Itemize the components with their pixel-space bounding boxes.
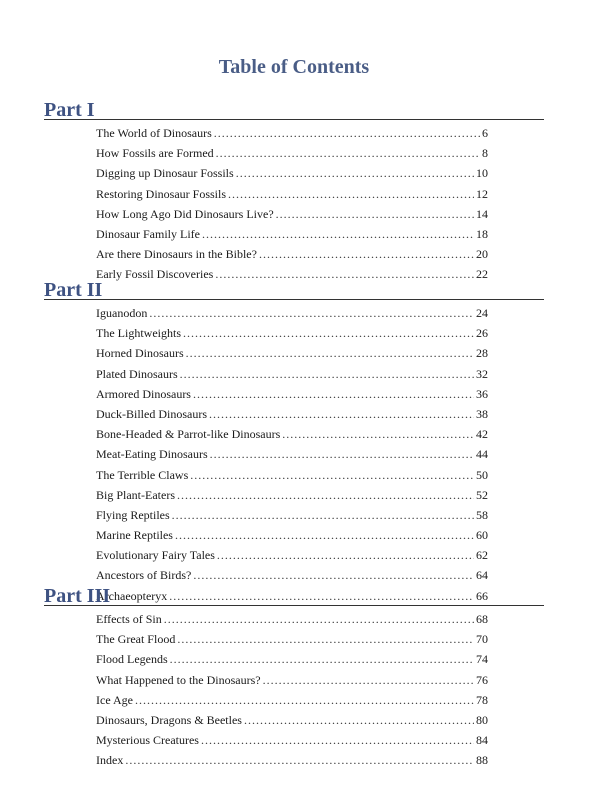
toc-entry (96, 629, 488, 649)
dot-leader (214, 123, 480, 143)
toc-entry (96, 303, 488, 323)
toc-entry (96, 690, 488, 710)
toc-entry (96, 750, 488, 770)
part-heading: Part I (44, 99, 95, 121)
entry-title: Dinosaur Family Life (96, 226, 200, 241)
entry-page-number: 50 (476, 467, 488, 482)
entry-page-number: 26 (476, 326, 488, 341)
entry-title: Iguanodon (96, 306, 148, 320)
entry-page-number: 62 (476, 548, 488, 563)
toc-entry (96, 444, 488, 464)
dot-leader (244, 710, 474, 730)
entry-title: Effects of Sin (96, 612, 162, 626)
entry-page-number: 84 (476, 733, 488, 748)
dot-leader (282, 424, 474, 444)
toc-entry (96, 343, 488, 363)
dot-leader (164, 609, 474, 629)
toc-entry (96, 204, 488, 224)
entry-title: Mysterious Creatures (96, 733, 199, 748)
dot-leader (180, 364, 474, 384)
toc-entry (96, 384, 488, 404)
toc-entry (96, 565, 488, 585)
entry-title: Dinosaurs, Dragons & Beetles (96, 712, 242, 727)
toc-entry (96, 525, 488, 545)
entry-page-number: 12 (476, 186, 488, 201)
toc-entry (96, 264, 488, 284)
entry-page-number: 76 (476, 672, 488, 687)
toc-entry (96, 404, 488, 424)
dot-leader (177, 485, 474, 505)
dot-leader (276, 204, 474, 224)
entry-title: Ancestors of Birds? (96, 568, 192, 583)
entry-title: Armored Dinosaurs (96, 386, 191, 401)
entry-page-number: 58 (476, 507, 488, 522)
toc-entry (96, 586, 488, 606)
entry-title: Duck-Billed Dinosaurs (96, 406, 207, 421)
entry-title: Archaeopteryx (96, 588, 168, 603)
dot-leader (125, 750, 474, 770)
entry-page-number: 60 (476, 528, 488, 543)
entry-title: The Terrible Claws (96, 467, 189, 482)
entry-page-number: 42 (476, 427, 488, 442)
toc-entry (96, 224, 488, 244)
dot-leader (193, 384, 474, 404)
toc-entry (96, 244, 488, 264)
dot-leader (215, 264, 474, 284)
entry-page-number: 68 (476, 612, 488, 626)
entry-page-number: 38 (476, 406, 488, 421)
dot-leader (186, 343, 474, 363)
toc-entry (96, 730, 488, 750)
entry-page-number: 80 (476, 712, 488, 727)
dot-leader (201, 730, 474, 750)
entry-page-number: 32 (476, 366, 488, 381)
entry-title: Marine Reptiles (96, 528, 173, 543)
page-title: Table of Contents (218, 56, 370, 78)
entry-page-number: 24 (476, 306, 488, 320)
entry-title: Are there Dinosaurs in the Bible? (96, 247, 257, 262)
entry-title: The World of Dinosaurs (96, 126, 212, 140)
dot-leader (135, 690, 474, 710)
part-divider (44, 299, 544, 300)
entry-title: What Happened to the Dinosaurs? (96, 672, 261, 687)
part-entries (96, 123, 488, 285)
toc-entry (96, 485, 488, 505)
entry-page-number: 44 (476, 447, 488, 462)
toc-entry (96, 545, 488, 565)
toc-entry (96, 465, 488, 485)
entry-title: The Lightweights (96, 326, 181, 341)
entry-page-number: 36 (476, 386, 488, 401)
toc-entry (96, 710, 488, 730)
entry-page-number: 66 (476, 588, 488, 603)
dot-leader (175, 525, 474, 545)
entry-page-number: 78 (476, 692, 488, 707)
dot-leader (217, 545, 474, 565)
entry-page-number: 20 (476, 247, 488, 262)
entry-page-number: 88 (476, 753, 488, 768)
entry-page-number: 28 (476, 346, 488, 361)
entry-title: Meat-Eating Dinosaurs (96, 447, 208, 462)
dot-leader (210, 444, 474, 464)
entry-title: Flying Reptiles (96, 507, 170, 522)
dot-leader (169, 586, 474, 606)
dot-leader (202, 224, 474, 244)
toc-entry (96, 163, 488, 183)
dot-leader (209, 404, 474, 424)
dot-leader (216, 143, 480, 163)
part-divider (44, 605, 544, 606)
entry-title: Flood Legends (96, 652, 168, 667)
dot-leader (190, 465, 474, 485)
entry-page-number: 14 (476, 206, 488, 221)
entry-page-number: 70 (476, 632, 488, 647)
part-heading: Part III (44, 585, 111, 607)
dot-leader (263, 670, 474, 690)
part-divider (44, 119, 544, 120)
entry-page-number: 8 (482, 146, 488, 161)
entry-title: How Long Ago Did Dinosaurs Live? (96, 206, 274, 221)
toc-entry (96, 424, 488, 444)
toc-entry (96, 670, 488, 690)
entry-title: Big Plant-Eaters (96, 487, 175, 502)
part-heading: Part II (44, 279, 103, 301)
entry-title: Restoring Dinosaur Fossils (96, 186, 227, 201)
entry-page-number: 10 (476, 166, 488, 181)
entry-title: Ice Age (96, 692, 133, 707)
dot-leader (259, 244, 474, 264)
entry-page-number: 18 (476, 226, 488, 241)
toc-entry (96, 609, 488, 629)
entry-title: Bone-Headed & Parrot-like Dinosaurs (96, 427, 281, 442)
dot-leader (172, 505, 474, 525)
dot-leader (236, 163, 474, 183)
toc-entry (96, 649, 488, 669)
toc-entry (96, 123, 488, 143)
entry-title: Early Fossil Discoveries (96, 267, 214, 282)
dot-leader (228, 184, 474, 204)
entry-title: The Great Flood (96, 632, 176, 647)
entry-title: Index (96, 753, 124, 768)
entry-page-number: 74 (476, 652, 488, 667)
entry-page-number: 64 (476, 568, 488, 583)
toc-entry (96, 364, 488, 384)
entry-page-number: 6 (482, 126, 488, 140)
toc-entry (96, 323, 488, 343)
toc-entry (96, 184, 488, 204)
entry-title: How Fossils are Formed (96, 146, 214, 161)
part-entries (96, 303, 488, 606)
entry-title: Horned Dinosaurs (96, 346, 184, 361)
entry-page-number: 22 (476, 267, 488, 282)
dot-leader (149, 303, 474, 323)
entry-page-number: 52 (476, 487, 488, 502)
dot-leader (177, 629, 474, 649)
toc-entry (96, 143, 488, 163)
entry-title: Evolutionary Fairy Tales (96, 548, 215, 563)
toc-entry (96, 505, 488, 525)
part-entries (96, 609, 488, 771)
dot-leader (170, 649, 474, 669)
dot-leader (183, 323, 474, 343)
dot-leader (193, 565, 474, 585)
entry-title: Plated Dinosaurs (96, 366, 178, 381)
entry-title: Digging up Dinosaur Fossils (96, 166, 234, 181)
